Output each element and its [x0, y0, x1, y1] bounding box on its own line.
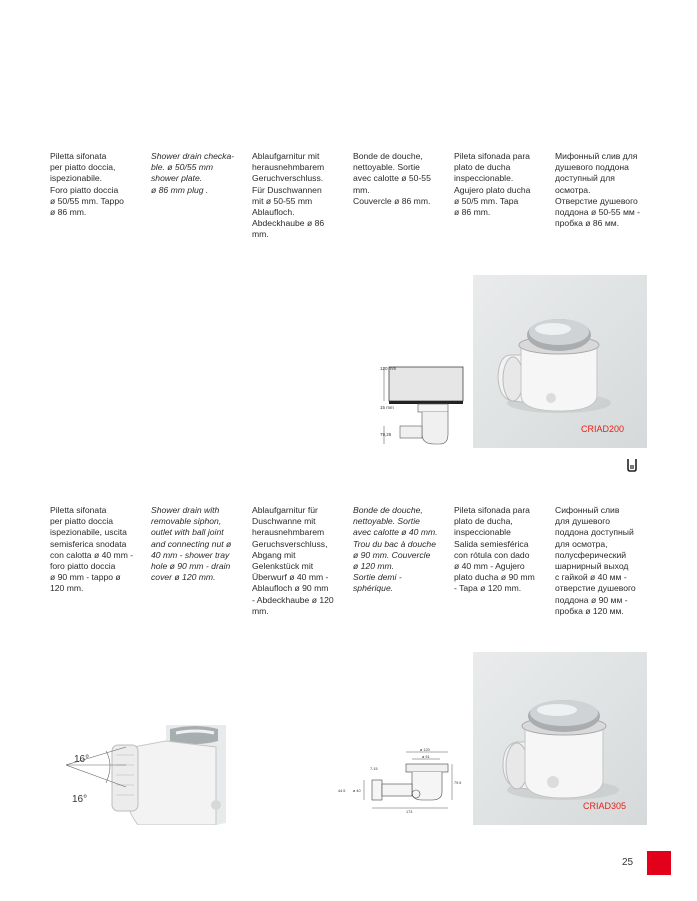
p1-desc-ru: Мифонный слив для душевого поддона доступный для осмотра. Отверстие душевого поддона ø 50-55 мм - пробка ø 86 мм. — [555, 151, 641, 229]
p2-desc-de: Ablaufgarnitur für Duschwanne mit herausnehmbarem Geruchsverschluss, Abgang mit Gelenkstück mit Überwurf ø 40 mm - Ablaufloch ø 90 mm - Abdeckhaube ø 120 mm. — [252, 505, 334, 616]
p2-angle-bottom: 16° — [72, 794, 88, 805]
red-square-marker — [647, 851, 671, 875]
p2-technical-drawing — [336, 748, 476, 814]
p1-desc-es: Pileta sifonada para plato de ducha inspeccionable. Agujero plato ducha ø 50/5 mm. Tapa ø 86 mm. — [454, 151, 531, 218]
p2-desc-es: Pileta sifonada para plato de ducha, inspeccionable Salida semiesférica con rótula con dado ø 40 mm - Agujero plato ducha ø 90 mm - Tapa ø 120 mm. — [454, 505, 535, 594]
p1-desc-fr: Bonde de douche, nettoyable. Sortie avec calotte ø 50-55 mm. Couvercle ø 86 mm. — [353, 151, 431, 206]
p2-dim-outer: ø 120 — [420, 748, 430, 752]
p1-drain-illustration — [473, 275, 647, 448]
p1-dim-mid: 15 mm — [380, 405, 394, 410]
p1-desc-de: Ablaufgarnitur mit herausnehmbarem Geruchverschluss. Für Duschwannen mit ø 50-55 mm Ablaufloch. Abdeckhaube ø 86 mm. — [252, 151, 325, 240]
p1-product-code: CRIAD200 — [581, 424, 625, 434]
p2-dim-height-right: 79.5 — [454, 781, 462, 785]
p2-product-code: CRIAD305 — [583, 801, 627, 811]
p1-drawing-body — [422, 412, 448, 444]
p1-drawing-tray-base — [389, 401, 463, 404]
p2-desc-en: Shower drain with removable siphon, outlet with ball joint and connecting nut ø 40 mm - shower tray hole ø 90 mm - drain cover ø 120 mm. — [151, 505, 232, 583]
p2-desc-ru: Сифонный слив для душевого поддона доступный для осмотра, полусферический шарнирный выход с гайкой ø 40 мм - отверстие душевого поддона ø 90 мм - пробка ø 120 мм. — [555, 505, 636, 616]
p2-desc-it: Piletta sifonata per piatto doccia ispezionabile, uscita semisferica snodata con calotta ø 40 mm - foro piatto doccia ø 90 mm - tappo ø 120 mm. — [50, 505, 134, 594]
p1-dim-top: 120 mm — [380, 366, 397, 371]
p1-desc-it: Piletta sifonata per piatto doccia, ispezionabile. Foro piatto doccia ø 50/55 mm. Tappo ø 86 mm. — [50, 151, 124, 218]
p2-desc-fr: Bonde de douche, nettoyable. Sortie avec calotte ø 40 mm. Trou du bac à douche ø 90 mm. Couvercle ø 120 mm. Sortie demi - sphérique. — [353, 505, 438, 594]
p1-dim-bottom: 79,25 — [380, 432, 392, 437]
p2-dim-depth: 7-15 — [370, 767, 378, 771]
p1-drawing-tray — [389, 367, 463, 401]
p2-dim-inner: ø 91 — [422, 755, 430, 759]
p2-angle-detail — [66, 725, 226, 825]
p2-dim-length: 173 — [406, 810, 413, 814]
p2-dim-outlet: ø 40 — [353, 789, 361, 793]
p2-dim-height-left: 44.5 — [338, 789, 346, 793]
p1-drawing-outlet — [400, 426, 422, 438]
p2-product-photo — [473, 652, 647, 825]
p2-drain-illustration — [473, 652, 647, 825]
p1-product-photo — [473, 275, 647, 448]
page-number: 25 — [622, 857, 634, 868]
p1-desc-en: Shower drain checka- ble. ø 50/55 mm shower plate. ø 86 mm plug . — [151, 151, 235, 195]
p1-technical-drawing — [368, 362, 474, 452]
p2-angle-top: 16° — [74, 754, 90, 765]
p1-drawing-flange — [418, 404, 448, 412]
drain-symbol-icon — [626, 458, 638, 472]
